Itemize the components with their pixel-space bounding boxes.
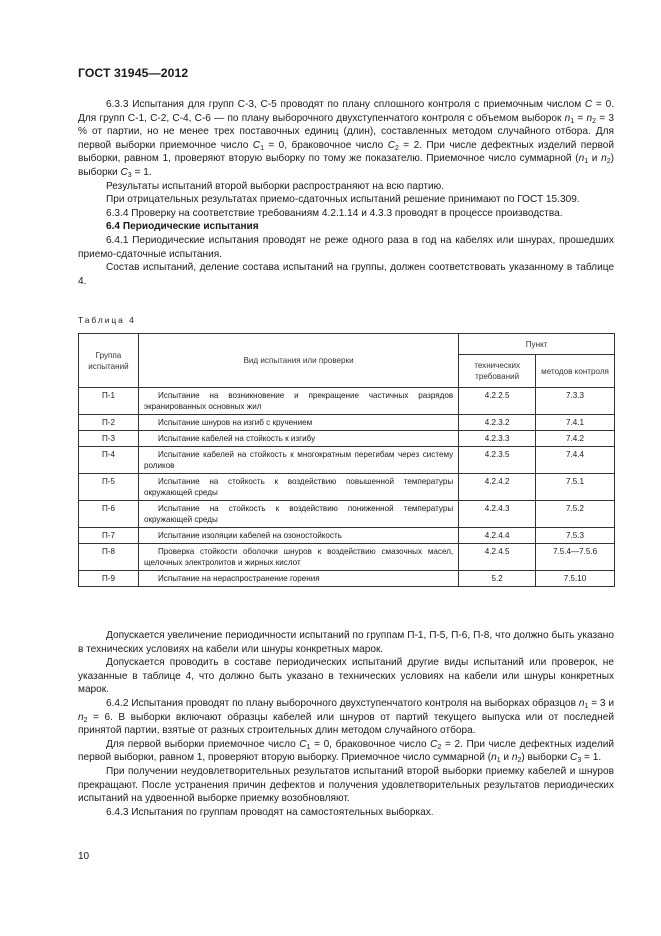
table-cell-name: Испытание на стойкость к воздействию повышенной температуры окружающей среды [138,474,458,501]
section-heading-6-4: 6.4 Периодические испытания [106,221,259,233]
table-cell-tech: 4.2.3.2 [459,415,536,431]
table-cell-method: 7.5.2 [536,501,615,528]
paragraph-6-4-1: 6.4.1 Периодические испытания проводят не реже одного раза в год на кабелях или шнурах, прошедших приемо-сдаточные испытания. [78,234,614,260]
table-cell-method: 7.4.2 [536,431,615,447]
table-row [79,415,615,431]
table-cell-name: Испытание шнуров на изгиб с кручением [138,415,458,431]
paragraph-first-sample: Для первой выборки приемочное число $C_1 = 0$, браковочное число $C_2 = 2$. При числе дефектных изделий первой выборки, равном 1, проверяют вторую выборку. Приемочное число суммарной ($n_1$ и $n_2$) выборки $C_3 = 1$. [78,738,615,765]
paragraph-6-4-3: 6.4.3 Испытания по группам проводят на самостоятельных выборках. [106,806,434,818]
table-row [79,544,615,571]
table-cell-group: П-8 [79,544,139,571]
table-row [79,431,615,447]
paragraph-6-4-2: 6.4.2 Испытания проводят по плану выборочного двухступенчатого контроля на выборках образцов $n_1 = 3$ и $n_2 = 6$. В выборки включают образцы кабелей или шнуров от партий текущего выпуска или от последней принятой партии, взятые от разных строительных длин методом случайного отбора. [78,697,615,737]
table-cell-name: Испытание кабелей на стойкость к изгибу [138,431,458,447]
header-group: Группа испытаний [79,334,139,388]
table-cell-group: П-1 [79,388,139,415]
paragraph-unsatisfactory: При получении неудовлетворительных результатов испытаний второй выборки приемку кабелей и шнуров прекращают. После устранения причин дефектов и получения удовлетворительных результатов периодических испытаний на удвоенной выборке приемку возобновляют. [78,765,614,805]
table-cell-group: П-6 [79,501,139,528]
table-row [79,501,615,528]
paragraph-periodicity: Допускается увеличение периодичности испытаний по группам П-1, П-5, П-6, П-8, что должно быть указано в технических условиях на кабели или шнуры конкретных марок. [78,630,614,655]
table-row [79,447,615,474]
table-cell-tech: 4.2.4.2 [459,474,536,501]
table-cell-tech: 4.2.4.4 [459,528,536,544]
table-cell-group: П-7 [79,528,139,544]
table-cell-method: 7.3.3 [536,388,615,415]
table-cell-method: 7.4.1 [536,415,615,431]
table-cell-name: Испытание на нераспространение горения [138,571,458,587]
table-cell-tech: 4.2.4.3 [459,501,536,528]
table-cell-name: Испытание на возникновение и прекращение частичных разрядов экранированных основных жил [138,388,458,415]
table-cell-group: П-2 [79,415,139,431]
section-6-3-text [78,98,614,288]
header-tech: технических требований [459,355,536,388]
paragraph-6-3-4: 6.3.4 Проверку на соответствие требованиям 4.2.1.14 и 4.3.3 проводят в процессе производства. [106,207,563,219]
table-cell-group: П-3 [79,431,139,447]
table-cell-group: П-9 [79,571,139,587]
header-methods: методов контроля [536,355,615,388]
table-cell-tech: 4.2.3.5 [459,447,536,474]
page-number: 10 [78,851,90,862]
table-caption: Таблица 4 [78,315,136,325]
paragraph-6-3-3: 6.3.3 Испытания для групп С-3, С-5 проводят по плану сплошного контроля с приемочным числом C = 0. Для групп С-1, С-2, С-4, С-6 — по плану выборочного двухступенчатого контроля с объемом выборок $n_1 = n_2 = 3$ % от партии, но не менее трех поставочных единиц (длин), составленных методом случайного отбора. Для первой выборки приемочное число $C_1 = 0$, браковочное число $C_2 = 2$. При числе дефектных изделий первой выборки, равном 1, проверяют вторую выборку по тому же показателю. Приемочное число суммарной ($n_1$ и $n_2$) выборки $C_3 = 1$. [78,99,614,179]
table-row [79,388,615,415]
table-cell-method: 7.5.4—7.5.6 [536,544,615,571]
paragraph-composition: Состав испытаний, деление состава испытаний на группы, должен соответствовать указанному в таблице 4. [78,262,614,287]
table-cell-name: Проверка стойкости оболочки шнуров к воздействию смазочных масел, щелочных электролитов и жирных кислот [138,544,458,571]
table-cell-method: 7.5.1 [536,474,615,501]
table-cell-group: П-4 [79,447,139,474]
table-cell-name: Испытание изоляции кабелей на озоностойкость [138,528,458,544]
table-row [79,528,615,544]
table-cell-tech: 5.2 [459,571,536,587]
header-point: Пункт [459,334,615,355]
table-cell-method: 7.5.3 [536,528,615,544]
table-header-row [79,334,615,355]
paragraph-additional-tests: Допускается проводить в составе периодических испытаний другие виды испытаний или проверок, не указанные в таблице 4, что должно быть указано в технических условиях на кабели или шнуры конкретных марок. [78,657,614,696]
table-cell-tech: 4.2.2.5 [459,388,536,415]
table-row [79,474,615,501]
table-4 [78,333,615,587]
table-row [79,571,615,587]
paragraph-results: Результаты испытаний второй выборки распространяют на всю партию. [106,180,445,192]
table-cell-method: 7.5.10 [536,571,615,587]
table-cell-tech: 4.2.3.3 [459,431,536,447]
paragraph-negative-results: При отрицательных результатах приемо-сдаточных испытаний решение принимают по ГОСТ 15.309. [106,194,580,206]
section-6-4-text [78,629,614,819]
table-cell-name: Испытание кабелей на стойкость к многократным перегибам через систему роликов [138,447,458,474]
table-cell-method: 7.4.4 [536,447,615,474]
table-cell-group: П-5 [79,474,139,501]
table-cell-tech: 4.2.4.5 [459,544,536,571]
document-header: ГОСТ 31945—2012 [78,66,189,80]
header-kind: Вид испытания или проверки [138,334,458,388]
table-cell-name: Испытание на стойкость к воздействию пониженной температуры окружающей среды [138,501,458,528]
